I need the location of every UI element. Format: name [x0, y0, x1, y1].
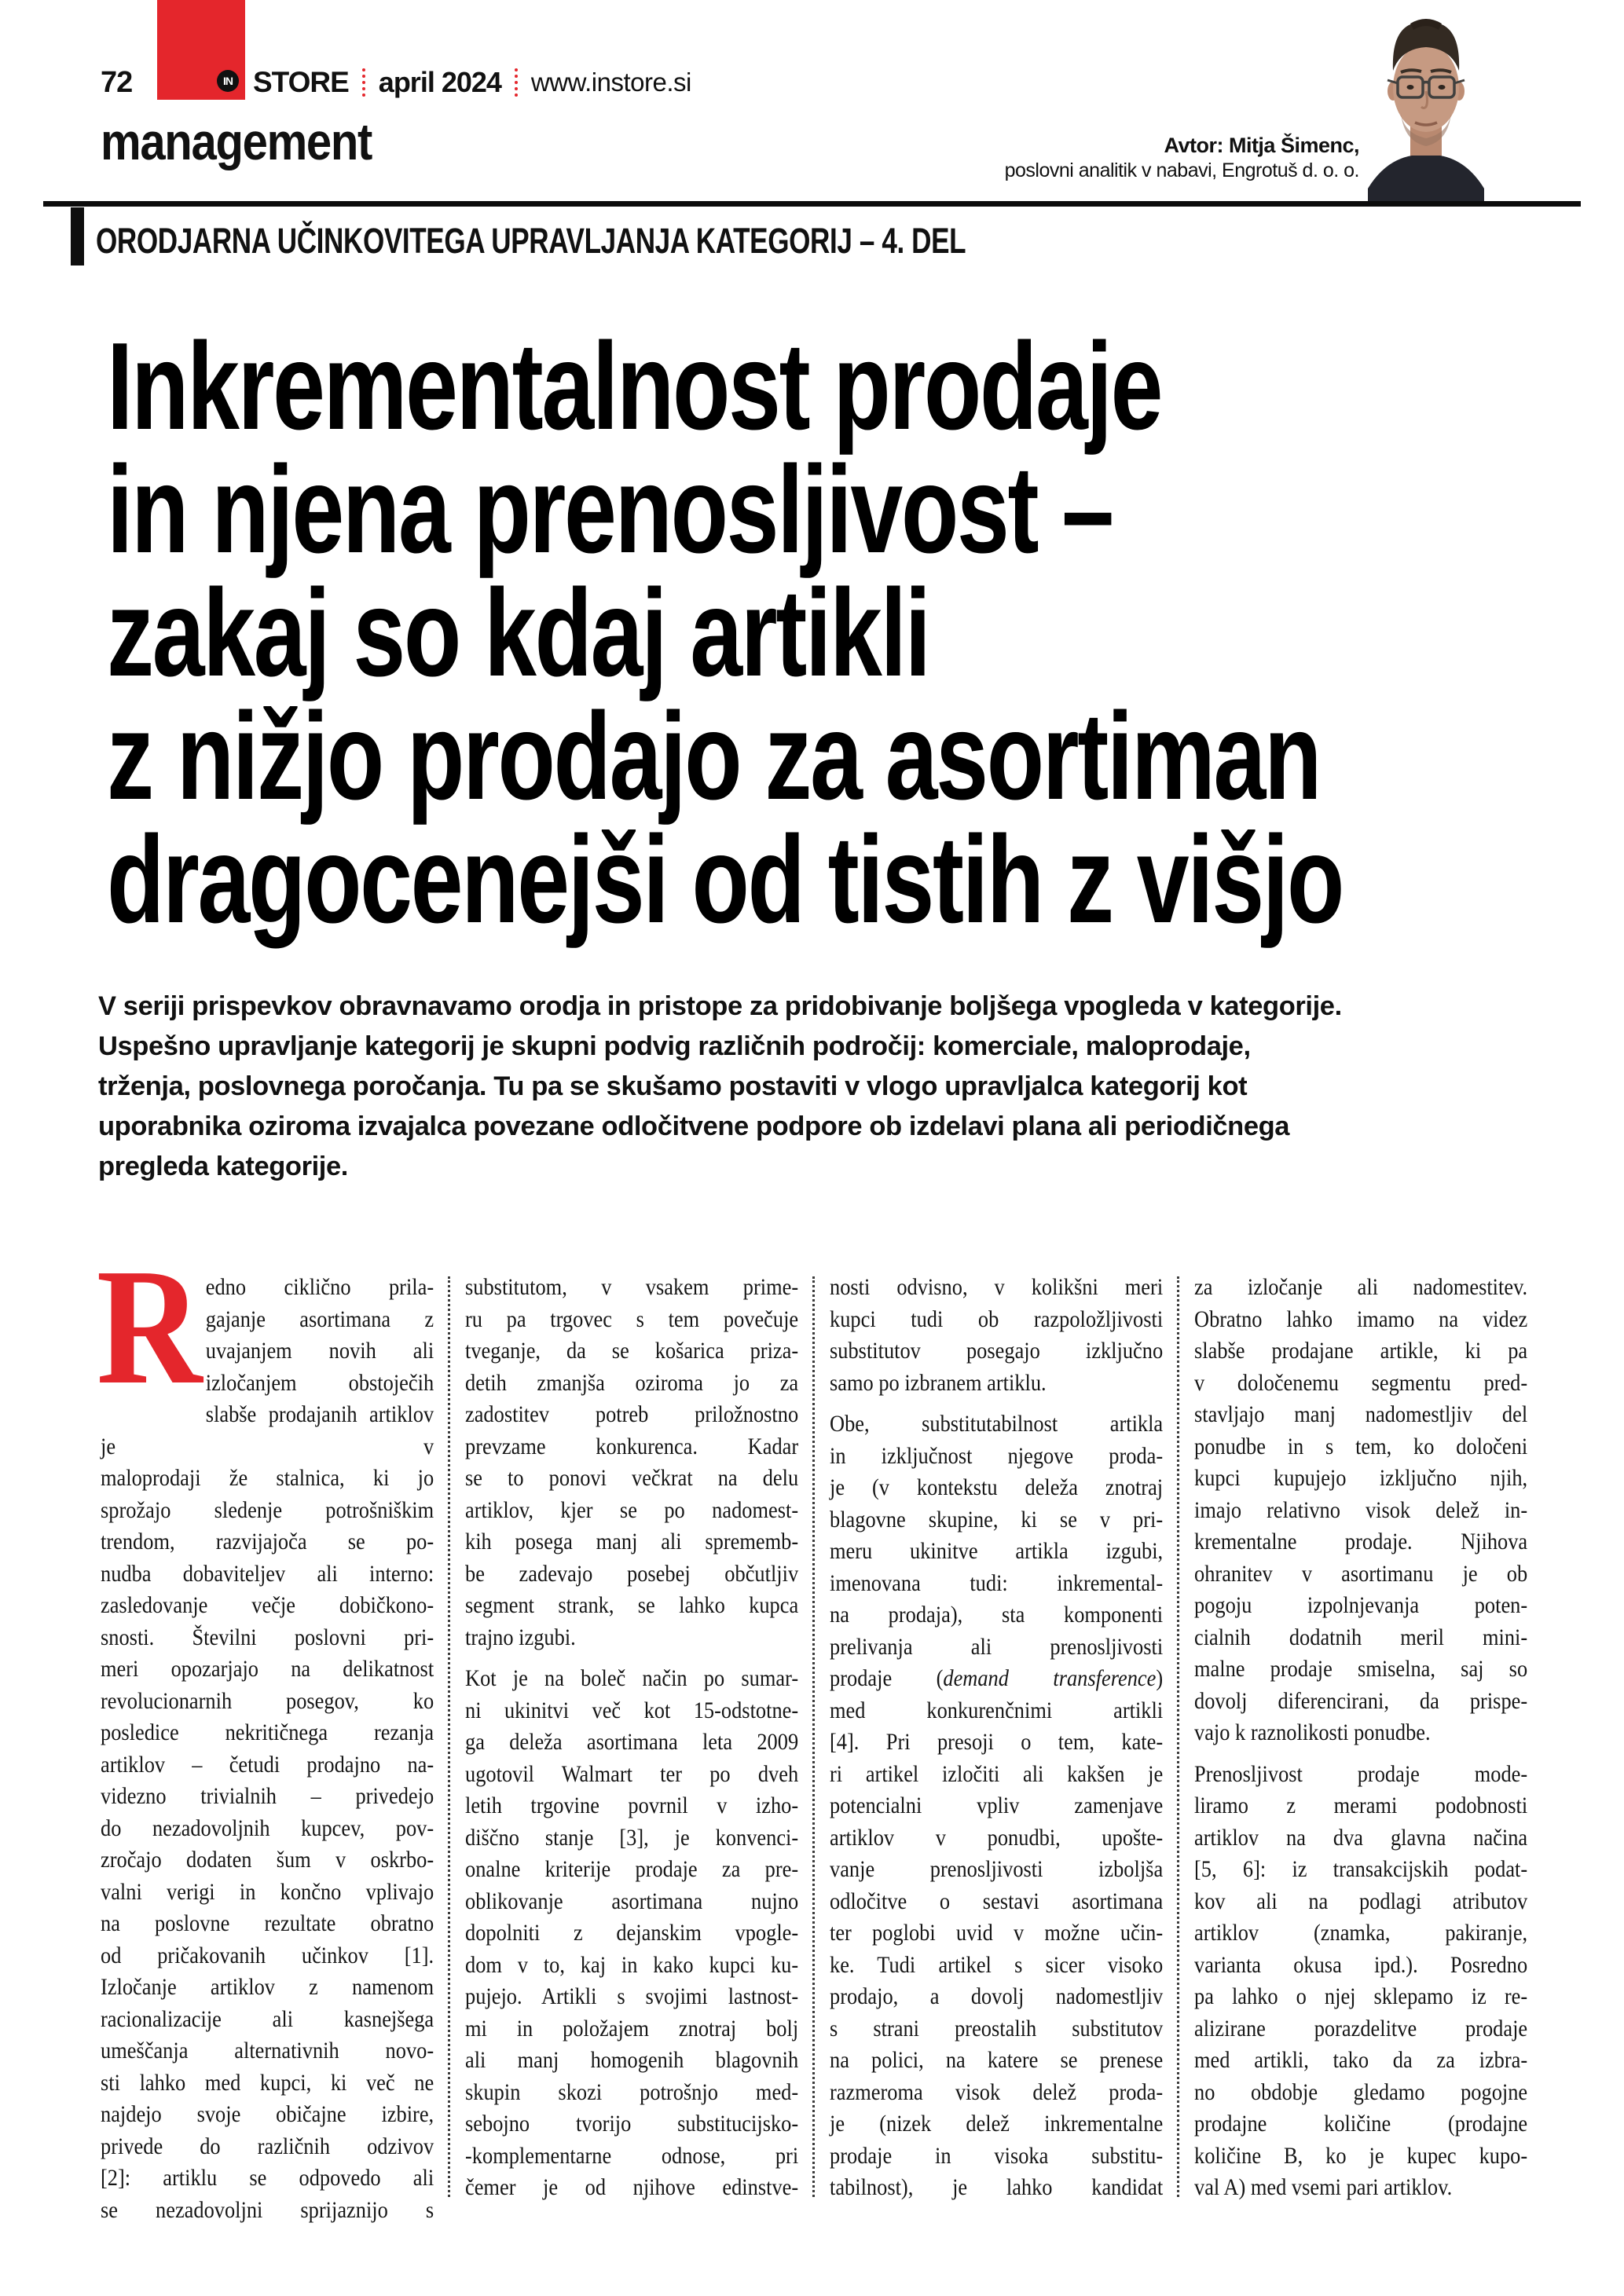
standfirst-line: trženja, poslovnega poročanja. Tu pa se skušamo postaviti v vlogo upravljalca kategorij kot — [98, 1071, 1248, 1101]
body-line: potencialni vpliv zamenjave — [830, 1792, 1164, 1818]
body-line: artiklov, kjer se po nadomest- — [465, 1496, 799, 1523]
body-line: dopolniti z dejanskim vpogle- — [465, 1920, 799, 1946]
masthead-row — [253, 64, 691, 101]
body-line: na poslovne rezultate obratno — [101, 1910, 434, 1936]
body-line: prelivanja ali prenosljivosti — [830, 1633, 1164, 1660]
body-line: Obe, substitutabilnost artikla — [830, 1411, 1164, 1437]
headline-line: zakaj so kdaj artikli — [107, 564, 929, 702]
article-kicker: ORODJARNA UČINKOVITEGA UPRAVLJANJA KATEGORIJ – 4. DEL — [96, 221, 966, 261]
body-line: se to ponovi večkrat na delu — [465, 1465, 799, 1491]
body-column-1 — [96, 1234, 434, 2226]
body-line: zročajo dodaten šum v oskrbo- — [101, 1847, 434, 1873]
standfirst-line: Uspešno upravljanje kategorij je skupni podvig različnih področij: komerciale, maloprodaje, — [98, 1031, 1251, 1061]
body-line: artiklov – četudi prodajno na- — [101, 1751, 434, 1778]
body-line: meru ukinitve artikla izgubi, — [830, 1538, 1164, 1564]
body-column-4 — [1194, 1272, 1527, 2204]
body-line: sprožajo sledenje potrošniškim — [101, 1496, 434, 1523]
body-line: liramo z merami podobnosti — [1194, 1792, 1528, 1818]
body-line: oblikovanje asortimana nujno — [465, 1888, 799, 1914]
body-line: stavljajo manj nadomestljiv del — [1194, 1401, 1528, 1427]
body-line: kih posega manj ali sprememb- — [465, 1529, 799, 1554]
headline-line: z nižjo prodajo za asortiman — [107, 687, 1321, 826]
standfirst-line: pregleda kategorije. — [98, 1152, 348, 1181]
body-line: ali manj homogenih blagovnih — [465, 2047, 799, 2073]
body-line: ga deleža asortimana leta 2009 — [465, 1729, 799, 1755]
body-line: slabše prodajanih artiklov je v — [101, 1401, 434, 1459]
body-line: maloprodaji že stalnica, ki jo — [101, 1465, 434, 1491]
body-line: -komplementarne odnose, pri — [465, 2142, 799, 2169]
body-line: no obdobje gledamo pogojne — [1194, 2078, 1528, 2105]
paragraph-chunk — [96, 1234, 434, 2226]
body-line: Prenosljivost prodaje mode- — [1194, 1760, 1528, 1787]
body-line: valni verigi in končno vplivajo — [101, 1878, 434, 1905]
body-line: dovolj diferencirani, da prispe- — [1194, 1687, 1528, 1714]
body-line: zasledovanje večje dobičkono- — [101, 1592, 434, 1618]
drop-cap: R — [96, 1234, 203, 1419]
body-line: trendom, razvijajoča se po- — [101, 1529, 434, 1554]
body-line: čemer je od njihove edinstve- — [465, 2174, 799, 2200]
body-line: imenovana tudi: inkremental- — [830, 1569, 1164, 1596]
column-separator — [448, 1276, 450, 2197]
body-line: uvajanjem novih ali — [205, 1338, 434, 1364]
body-line: alizirane porazdelitve prodaje — [1194, 2015, 1528, 2041]
in-logo-text: IN — [223, 75, 233, 87]
site-url: www.instore.si — [530, 68, 691, 97]
body-line: edno ciklično prila- — [205, 1274, 434, 1300]
body-line: [4]. Pri presoji o tem, kate- — [830, 1729, 1164, 1755]
body-line: onalne kriterije prodaje za pre- — [465, 1856, 799, 1882]
body-line: ter poglobi uvid v možne učin- — [830, 1920, 1164, 1946]
body-line: skupin skozi potrošnjo med- — [465, 2078, 799, 2105]
body-line: kupci kupujejo izključno njih, — [1194, 1465, 1528, 1491]
body-line: segment strank, se lahko kupca — [465, 1592, 799, 1618]
body-column-3 — [830, 1272, 1163, 2204]
body-line: dom v to, kaj in kako kupci ku- — [465, 1951, 799, 1978]
body-line: trajno izgubi. — [465, 1624, 576, 1650]
body-line: Kot je na boleč način po sumar- — [465, 1665, 799, 1691]
body-line: posledice nekritičnega rezanja — [101, 1719, 434, 1745]
paragraph-chunk — [465, 1272, 798, 1653]
body-line: ke. Tudi artikel s sicer visoko — [830, 1951, 1164, 1978]
paragraph-chunk — [830, 1272, 1163, 1399]
standfirst — [98, 987, 1342, 1187]
headline-line: Inkrementalnost prodaje — [107, 317, 1162, 456]
section-title: management — [101, 112, 372, 170]
body-line: artiklov na dva glavna načina — [1194, 1824, 1528, 1851]
body-line: je (v kontekstu deleža znotraj — [830, 1474, 1164, 1500]
body-line: tveganje, da se košarica priza- — [465, 1338, 799, 1364]
body-line: ri artikel izločiti ali kakšen je — [830, 1760, 1164, 1787]
body-line: snosti. Številni poslovni pri- — [101, 1624, 434, 1650]
body-line: najdejo svoje običajne izbire, — [101, 2101, 434, 2127]
body-line: artiklov v ponudbi, upošte- — [830, 1824, 1164, 1851]
body-line: je (nizek delež inkrementalne — [830, 2111, 1164, 2137]
headline-line: dragocenejši od tistih z višjo — [107, 811, 1344, 949]
body-line: v določenemu segmentu pred- — [1194, 1369, 1528, 1396]
headline-line: in njena prenosljivost – — [107, 441, 1113, 579]
body-line: prodajo, a dovolj nadomestljiv — [830, 1983, 1164, 2009]
body-line: privede do različnih odzivov — [101, 2133, 434, 2159]
body-line: prevzame konkurenca. Kadar — [465, 1433, 799, 1459]
standfirst-line: V seriji prispevkov obravnavamo orodja in pristope za pridobivanje boljšega vpogleda v kategorije. — [98, 991, 1342, 1021]
author-name: Avtor: Mitja Šimenc, — [1164, 134, 1359, 157]
body-line: na prodaja), sta komponenti — [830, 1602, 1164, 1628]
author-role: poslovni analitik v nabavi, Engrotuš d. o. o. — [1004, 159, 1359, 181]
body-line: ru pa trgovec s tem povečuje — [465, 1305, 799, 1332]
issue-date: april 2024 — [378, 66, 501, 98]
body-line: odločitve o sestavi asortimana — [830, 1888, 1164, 1914]
body-line: imajo relativno visok delež in- — [1194, 1496, 1528, 1523]
body-line: pogoju izpolnjevanja poten- — [1194, 1592, 1528, 1618]
body-line: med artikli, tako da za izbra- — [1194, 2047, 1528, 2073]
body-line: nosti odvisno, v kolikšni meri — [830, 1274, 1164, 1300]
column-separator — [1177, 1276, 1179, 2197]
body-line: Obratno lahko imamo na videz — [1194, 1305, 1528, 1332]
body-line: artiklov (znamka, pakiranje, — [1194, 1920, 1528, 1946]
kicker-bar — [71, 207, 84, 265]
body-line: Izločanje artiklov z namenom — [101, 1974, 434, 2000]
body-line: prodajne količine (prodajne — [1194, 2111, 1528, 2137]
body-line: mi in položajem znotraj bolj — [465, 2015, 799, 2041]
body-line: med konkurenčnimi artikli — [830, 1697, 1164, 1723]
body-line: prodaje in visoka substitu- — [830, 2142, 1164, 2169]
body-line: videzno trivialnih – privedejo — [101, 1783, 434, 1809]
body-line: [2]: artiklu se odpovedo ali — [101, 2165, 434, 2191]
body-line: letih trgovine povrnil v izho- — [465, 1792, 799, 1818]
author-block — [1005, 132, 1359, 183]
body-line: malne prodaje smiselna, saj so — [1194, 1656, 1528, 1682]
body-line: kov ali na podlagi atributov — [1194, 1888, 1528, 1914]
article-headline — [107, 317, 1344, 949]
body-line: pujejo. Artikli s svojimi lastnost- — [465, 1983, 799, 2009]
body-line: val A) med vsemi pari artiklov. — [1194, 2174, 1453, 2200]
body-column-2 — [465, 1272, 798, 2204]
column-separator — [812, 1276, 815, 2197]
body-line: količine B, ko je kupec kupo- — [1194, 2142, 1528, 2169]
body-line: krementalne prodaje. Njihova — [1194, 1529, 1528, 1554]
body-line: prodaje (demand transference) — [830, 1665, 1164, 1691]
body-line: izločanjem obstoječih — [205, 1369, 434, 1396]
body-line: za izločanje ali nadomestitev. — [1194, 1274, 1528, 1300]
body-line: meri opozarjajo na delikatnost — [101, 1656, 434, 1682]
body-line: slabše prodajane artikle, ki pa — [1194, 1338, 1528, 1364]
dotted-separator-icon — [515, 68, 518, 97]
header-rule — [43, 201, 1581, 207]
body-line: zadostitev potreb priložnostno — [465, 1401, 799, 1427]
body-line: gajanje asortimana z — [205, 1305, 434, 1332]
in-logo-circle — [217, 70, 239, 92]
paragraph-chunk — [1194, 1759, 1527, 2204]
body-line: od pričakovanih učinkov [1]. — [101, 1942, 434, 1968]
body-line: detih zmanjša oziroma jo za — [465, 1369, 799, 1396]
paragraph-chunk — [830, 1408, 1163, 2204]
body-line: na polici, na katere se prenese — [830, 2047, 1164, 2073]
body-line: nudba dobaviteljev ali interno: — [101, 1560, 434, 1587]
body-line: samo po izbranem artiklu. — [830, 1369, 1047, 1396]
body-line: razmeroma visok delež proda- — [830, 2078, 1164, 2105]
body-line: be zadevajo posebej občutljiv — [465, 1560, 799, 1587]
body-line: substitutom, v vsakem prime- — [465, 1274, 799, 1300]
body-line: ni ukinitvi več kot 15-odstotne- — [465, 1697, 799, 1723]
magazine-name: STORE — [253, 66, 349, 98]
body-line: vanje prenosljivosti izboljša — [830, 1856, 1164, 1882]
body-line: pa lahko o njej sklepamo iz re- — [1194, 1983, 1528, 2009]
body-line: tabilnost), je lahko kandidat — [830, 2174, 1164, 2200]
dotted-separator-icon — [362, 68, 365, 97]
body-line: cialnih dodatnih meril mini- — [1194, 1624, 1528, 1650]
body-line: diščno stanje [3], je konvenci- — [465, 1824, 799, 1851]
body-line: kupci tudi ob razpoložljivosti — [830, 1305, 1164, 1332]
body-line: vajo k raznolikosti ponudbe. — [1194, 1719, 1431, 1745]
body-line: s strani preostalih substitutov — [830, 2015, 1164, 2041]
paragraph-chunk — [465, 1663, 798, 2204]
body-line: umeščanja alternativnih novo- — [101, 2038, 434, 2063]
body-line: ponudbe in s tem, ko določeni — [1194, 1433, 1528, 1459]
author-photo — [1363, 3, 1489, 203]
body-line: ugotovil Walmart ter po dveh — [465, 1760, 799, 1787]
paragraph-chunk — [1194, 1272, 1527, 1749]
body-line: sti lahko med kupci, ki več ne — [101, 2069, 434, 2096]
body-line: sebojno tvorijo substitucijsko- — [465, 2111, 799, 2137]
body-line: do nezadovoljnih kupcev, pov- — [101, 1814, 434, 1841]
page-number: 72 — [101, 66, 133, 99]
body-line: revolucionarnih posegov, ko — [101, 1687, 434, 1714]
body-line: se nezadovoljni sprijaznijo s — [101, 2196, 434, 2223]
standfirst-line: uporabnika oziroma izvajalca povezane odločitvene podpore ob izdelavi plana ali periodičnega — [98, 1111, 1290, 1141]
body-line: substitutov posegajo izključno — [830, 1338, 1164, 1364]
logo-red-block — [157, 0, 245, 100]
body-line: in izključnost njegove proda- — [830, 1442, 1164, 1469]
body-line: blagovne skupine, ki se v pri- — [830, 1506, 1164, 1532]
body-line: varianta okusa ipd.). Posredno — [1194, 1951, 1528, 1978]
body-line: [5, 6]: iz transakcijskih podat- — [1194, 1856, 1528, 1882]
body-line: racionalizacije ali kasnejšega — [101, 2005, 434, 2032]
body-line: ohranitev v asortimanu je ob — [1194, 1560, 1528, 1587]
